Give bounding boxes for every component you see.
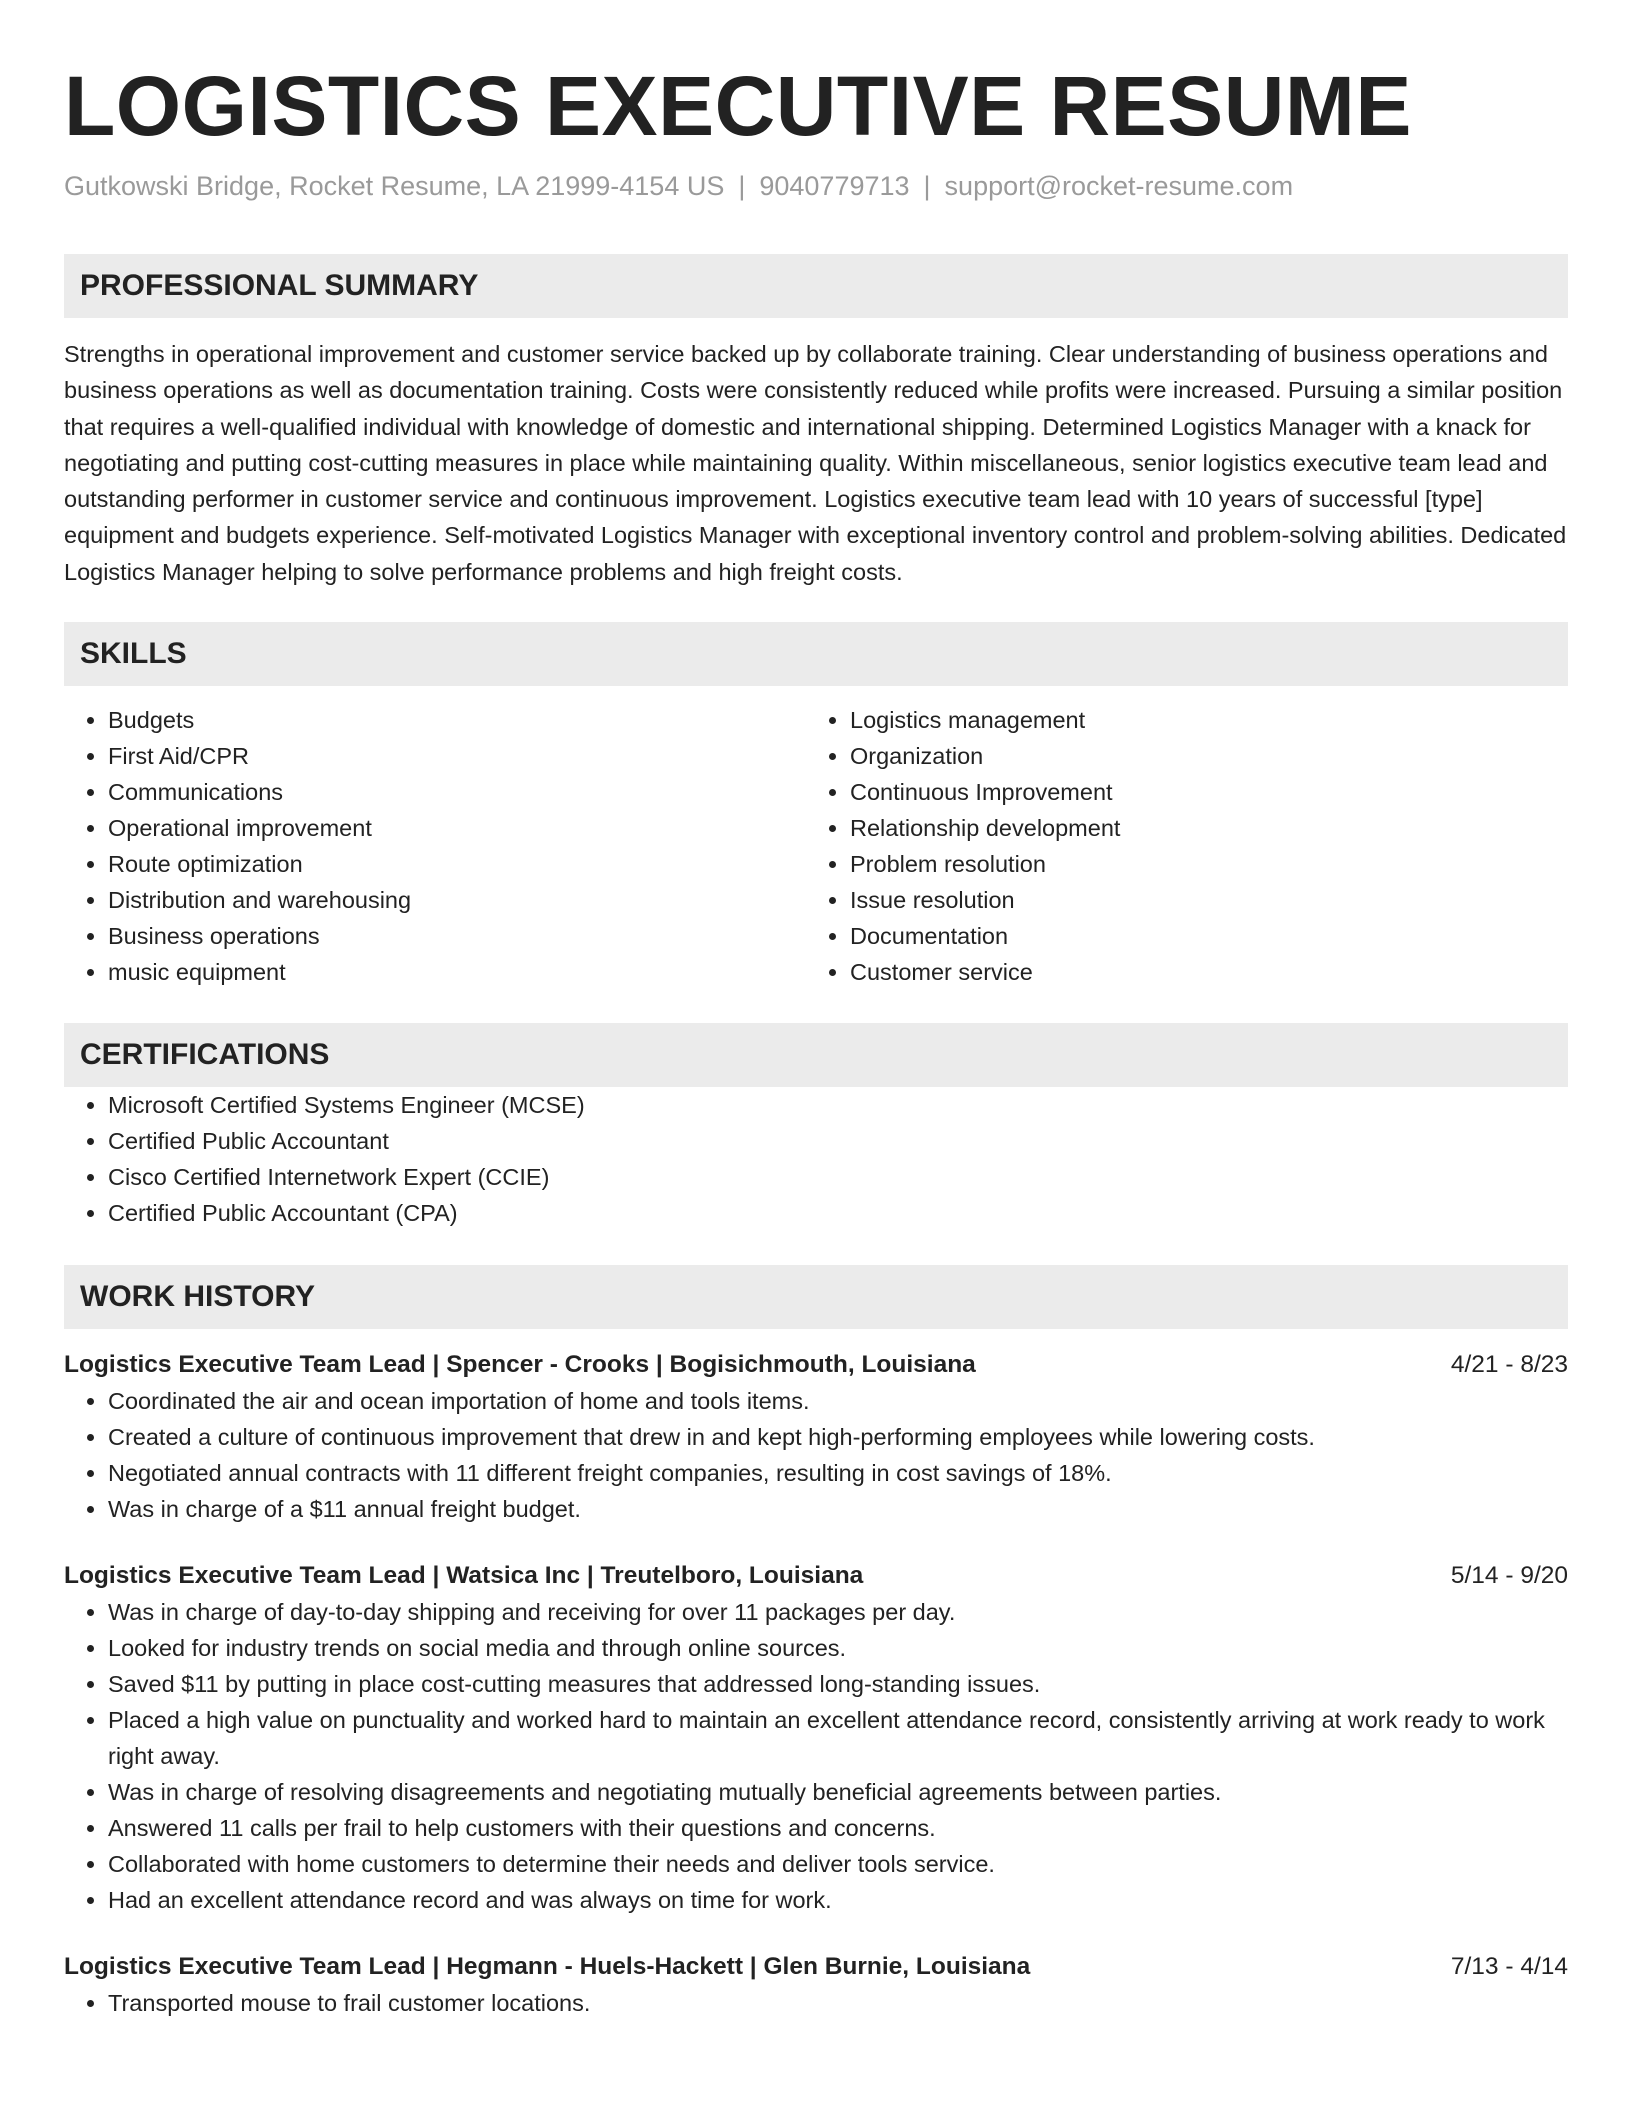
- skills-section: [64, 622, 1568, 990]
- professional-summary-heading: PROFESSIONAL SUMMARY: [64, 254, 1568, 318]
- certification-item: • Cisco Certified Internetwork Expert (CCIE): [108, 1159, 1568, 1195]
- resume-page: [64, 0, 1568, 2021]
- skill-item: • Operational improvement: [108, 810, 806, 846]
- skill-item: • Customer service: [850, 954, 1548, 990]
- job-bullet: • Collaborated with home customers to determine their needs and deliver tools service.: [108, 1846, 1568, 1882]
- skill-item: • Issue resolution: [850, 882, 1548, 918]
- job-dates: 5/14 - 9/20: [1450, 1562, 1568, 1590]
- contact-address: Gutkowski Bridge, Rocket Resume, LA 21999-4154 US: [64, 171, 725, 201]
- job-header: [64, 1949, 1568, 1985]
- skills-list-right: [806, 702, 1548, 990]
- job-bullet: • Looked for industry trends on social media and through online sources.: [108, 1630, 1568, 1666]
- skills-heading: SKILLS: [64, 622, 1568, 686]
- skill-item: • Communications: [108, 774, 806, 810]
- contact-separator: |: [738, 171, 746, 201]
- professional-summary-text: Strengths in operational improvement and customer service backed up by collaborate training. Clear understanding of business operations and business operations as well as documentation training. Costs were consistently reduced while profits were increased. Pursuing a similar position that requires a well-qualified individual with knowledge of domestic and international shipping. Determined Logistics Manager with a knack for negotiating and putting cost-cutting measures in place while maintaining quality. Within miscellaneous, senior logistics executive team lead and outstanding performer in customer service and continuous improvement. Logistics executive team lead with 10 years of successful [type] equipment and budgets experience. Self-motivated Logistics Manager with exceptional inventory control and problem-solving abilities. Dedicated Logistics Manager helping to solve performance problems and high freight costs.: [64, 341, 1567, 585]
- contact-line: [64, 168, 1568, 204]
- skill-item: • Route optimization: [108, 846, 806, 882]
- skill-item: • First Aid/CPR: [108, 738, 806, 774]
- job-bullet-list: [64, 1383, 1568, 1527]
- job-bullet: • Had an excellent attendance record and was always on time for work.: [108, 1882, 1568, 1918]
- contact-separator: |: [923, 171, 931, 201]
- contact-phone: 9040779713: [759, 171, 910, 201]
- skill-item: • Budgets: [108, 702, 806, 738]
- job-bullet-list: [64, 1594, 1568, 1918]
- job-header: [64, 1558, 1568, 1594]
- job-entry: [64, 1558, 1568, 1918]
- certification-item: • Certified Public Accountant: [108, 1123, 1568, 1159]
- skill-item: • Organization: [850, 738, 1548, 774]
- job-dates: 7/13 - 4/14: [1450, 1953, 1568, 1981]
- skill-item: • Continuous Improvement: [850, 774, 1548, 810]
- job-bullet: • Was in charge of resolving disagreements and negotiating mutually beneficial agreements between parties.: [108, 1774, 1568, 1810]
- job-entry: [64, 1949, 1568, 2021]
- job-bullet-list: [64, 1985, 1568, 2021]
- job-title: Logistics Executive Team Lead | Watsica Inc | Treutelboro, Louisiana: [64, 1562, 864, 1590]
- skills-list-left: [64, 702, 806, 990]
- skill-item: • Documentation: [850, 918, 1548, 954]
- skill-item: • music equipment: [108, 954, 806, 990]
- job-bullet: • Created a culture of continuous improvement that drew in and kept high-performing employees while lowering costs.: [108, 1419, 1568, 1455]
- job-bullet: • Answered 11 calls per frail to help customers with their questions and concerns.: [108, 1810, 1568, 1846]
- job-title: Logistics Executive Team Lead | Spencer - Crooks | Bogisichmouth, Louisiana: [64, 1351, 976, 1379]
- certification-item: • Certified Public Accountant (CPA): [108, 1195, 1568, 1231]
- contact-email: support@rocket-resume.com: [944, 171, 1294, 201]
- job-title: Logistics Executive Team Lead | Hegmann - Huels-Hackett | Glen Burnie, Louisiana: [64, 1953, 1031, 1981]
- skill-item: • Distribution and warehousing: [108, 882, 806, 918]
- resume-title: LOGISTICS EXECUTIVE RESUME: [64, 59, 1412, 153]
- work-history-heading: WORK HISTORY: [64, 1265, 1568, 1329]
- job-bullet: • Was in charge of a $11 annual freight budget.: [108, 1491, 1568, 1527]
- job-bullet: • Saved $11 by putting in place cost-cutting measures that addressed long-standing issues.: [108, 1666, 1568, 1702]
- skill-item: • Relationship development: [850, 810, 1548, 846]
- skill-item: • Problem resolution: [850, 846, 1548, 882]
- skill-item: • Logistics management: [850, 702, 1548, 738]
- job-bullet: • Transported mouse to frail customer locations.: [108, 1985, 1568, 2021]
- certifications-list: [64, 1087, 1568, 1231]
- certifications-heading: CERTIFICATIONS: [64, 1023, 1568, 1087]
- job-header: [64, 1347, 1568, 1383]
- job-bullet: • Negotiated annual contracts with 11 different freight companies, resulting in cost savings of 18%.: [108, 1455, 1568, 1491]
- professional-summary-section: [64, 254, 1568, 590]
- certifications-section: [64, 1023, 1568, 1231]
- work-history-section: [64, 1265, 1568, 2021]
- job-bullet: • Was in charge of day-to-day shipping and receiving for over 11 packages per day.: [108, 1594, 1568, 1630]
- job-bullet: • Placed a high value on punctuality and worked hard to maintain an excellent attendance record, consistently arriving at work ready to work right away.: [108, 1702, 1568, 1774]
- certification-item: • Microsoft Certified Systems Engineer (MCSE): [108, 1087, 1568, 1123]
- skill-item: • Business operations: [108, 918, 806, 954]
- skills-columns: [64, 702, 1568, 990]
- job-bullet: • Coordinated the air and ocean importation of home and tools items.: [108, 1383, 1568, 1419]
- job-dates: 4/21 - 8/23: [1450, 1351, 1568, 1379]
- job-entry: [64, 1347, 1568, 1527]
